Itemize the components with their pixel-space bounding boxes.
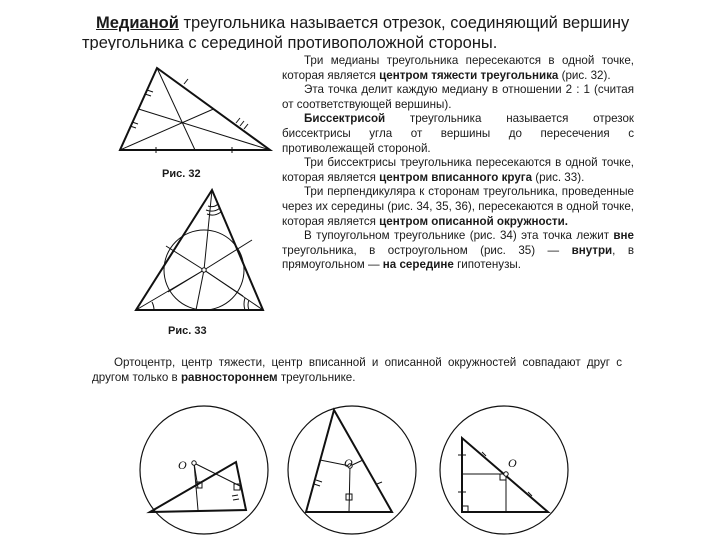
paragraph-cases: В тупоугольном треугольнике (рис. 34) эта точка лежит вне треугольника, в остроугольном (рис. 35) — внутри, в прямоугольном — на середине гипотенузы. xyxy=(282,229,634,272)
term-bisector: Биссектрисой xyxy=(304,112,386,126)
figure-33-bisectors xyxy=(128,184,278,319)
figure-34-obtuse xyxy=(136,400,276,540)
header-line-2: треугольника с серединой противоположной стороны. xyxy=(82,34,498,50)
paragraph-conclusion: Ортоцентр, центр тяжести, центр вписанной и описанной окружностей совпадают друг с другом только в равностороннем треугольнике. xyxy=(92,356,622,384)
term-circumcenter: центром описанной окружности. xyxy=(379,214,568,228)
paragraph-medians: Три медианы треугольника пересекаются в одной точке, которая является центром тяжести треугольника (рис. 32). xyxy=(282,54,634,82)
term-incenter: центром вписанного круга xyxy=(379,170,533,184)
paragraph-ratio: Эта точка делит каждую медиану в отношении 2 : 1 (считая от соответствующей вершины). xyxy=(282,83,634,111)
header-line-1: Медианой треугольника называется отрезок, соединяющий вершину xyxy=(96,14,630,32)
paragraph-bisectors: Три биссектрисы треугольника пересекаются в одной точке, которая является центром вписанного круга (рис. 33). xyxy=(282,156,634,184)
text-column xyxy=(282,54,634,273)
point-o-34: O xyxy=(178,458,187,472)
figure-35-acute xyxy=(284,400,424,540)
point-o-36: O xyxy=(508,456,517,470)
paragraph-bisector-def: Биссектрисой треугольника называется отрезок биссектрисы угла от вершины до пересечения с противолежащей стороной. xyxy=(282,112,634,155)
point-o-35: O xyxy=(344,456,353,470)
caption-fig32: Рис. 32 xyxy=(162,168,201,180)
figure-32-medians xyxy=(112,60,282,160)
header xyxy=(0,4,720,50)
figure-36-right xyxy=(436,400,576,540)
paragraph-perpendiculars: Три перпендикуляра к сторонам треугольника, проведенные через их середины (рис. 34, 35, 36), пересекаются в одной точке, которая является центром описанной окружности. xyxy=(282,185,634,228)
caption-fig33: Рис. 33 xyxy=(168,325,207,337)
term-centroid: центром тяжести треугольника xyxy=(379,68,559,82)
term-median: Медианой xyxy=(96,14,179,32)
term-equilateral: равностороннем xyxy=(180,370,278,384)
